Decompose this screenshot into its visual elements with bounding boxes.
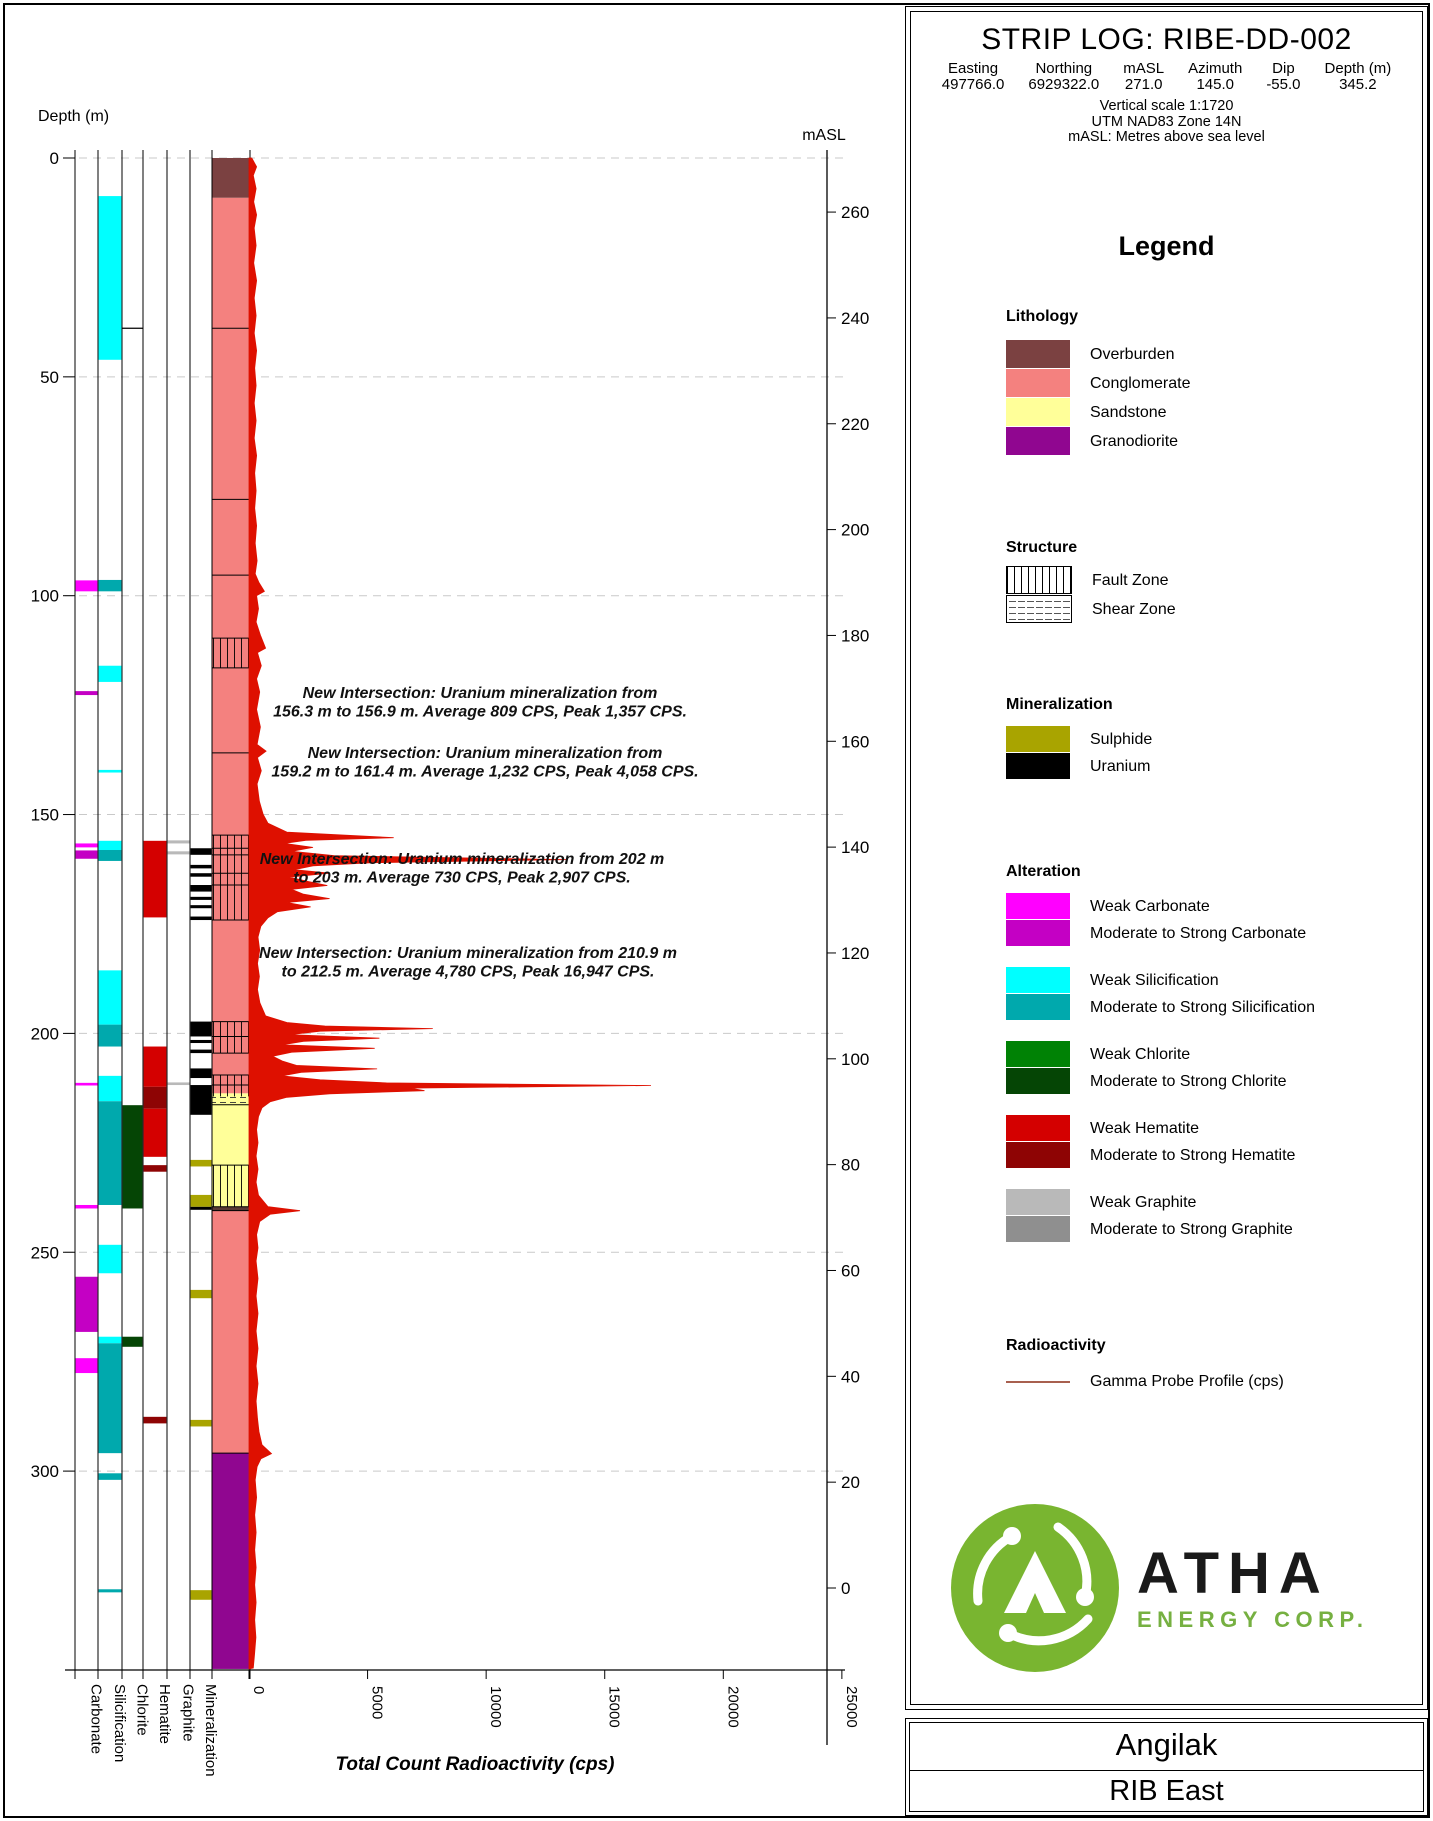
mineralization-interval (191, 897, 212, 900)
mineralization-interval (191, 865, 212, 869)
track-label-silicification: Silicification (111, 1684, 128, 1763)
gamma-line-swatch (1006, 1381, 1070, 1383)
uranium-swatch (1006, 753, 1070, 779)
meta-easting: Easting 497766.0 (941, 60, 1005, 93)
carbonate-interval (76, 1205, 98, 1209)
silicification-interval (99, 1337, 122, 1344)
svg-text:100: 100 (30, 586, 59, 606)
mineralization-interval (191, 1040, 212, 1043)
lithology-dark_band (212, 1207, 250, 1211)
silicification-interval (99, 580, 122, 591)
svg-text:20: 20 (841, 1473, 860, 1493)
svg-text:120: 120 (841, 943, 870, 963)
hole-metadata (906, 61, 1427, 93)
shear-zone (212, 1093, 250, 1104)
svg-text:150: 150 (30, 805, 59, 825)
silicification-interval (99, 1076, 122, 1101)
gamma-curve (249, 158, 651, 1669)
svg-text:50: 50 (40, 367, 59, 387)
legend-item-sulphide: Sulphide (1006, 726, 1152, 753)
carbonate-strong-swatch (1006, 920, 1070, 946)
silicification-interval (99, 1101, 122, 1205)
mineralization-interval (191, 1022, 212, 1037)
carbonate-interval (76, 691, 98, 695)
track-label-chlorite: Chlorite (133, 1684, 151, 1736)
mineralization-interval (191, 905, 212, 908)
hematite-interval (144, 1047, 167, 1087)
carbonate-weak-swatch (1006, 893, 1070, 919)
page-title: STRIP LOG: RIBE-DD-002 (981, 23, 1352, 56)
annotation-3: to 203 m. Average 730 CPS, Peak 2,907 CPS. (293, 869, 631, 887)
legend-lithology-section: Lithology Overburden Conglomerate Sandstone Granodiorite (1006, 308, 1191, 456)
note-masl-def: mASL: Metres above sea level (1068, 129, 1265, 145)
granodiorite-swatch (1006, 427, 1070, 455)
track-label-carbonate: Carbonate (87, 1684, 105, 1755)
masl-axis-title: mASL (802, 127, 846, 144)
silicification-interval (99, 1025, 122, 1047)
annotation-2: New Intersection: Uranium mineralization from (307, 745, 663, 762)
hematite-interval (144, 841, 167, 918)
carbonate-interval (76, 843, 98, 847)
svg-text:40: 40 (841, 1367, 860, 1387)
fault-zone (212, 1165, 250, 1207)
svg-text:250: 250 (30, 1243, 59, 1263)
meta-dip: Dip -55.0 (1266, 60, 1301, 93)
silicification-interval (99, 1343, 122, 1453)
legend-item-overburden: Overburden (1006, 340, 1191, 369)
annotation-1: 156.3 m to 156.9 m. Average 809 CPS, Peak 1,357 CPS. (273, 703, 687, 721)
axes (31, 108, 870, 1777)
meta-depth: Depth (m) 345.2 (1324, 60, 1392, 93)
svg-text:260: 260 (841, 203, 870, 223)
fault-zone (212, 1022, 250, 1054)
svg-text:10000: 10000 (487, 1686, 505, 1728)
legend-pair-silicification: Weak Silicification Moderate to Strong Silicification (1006, 967, 1315, 1021)
chlorite-interval (123, 1337, 143, 1347)
annotation-4: New Intersection: Uranium mineralization from 210.9 m (259, 945, 677, 962)
legend-item-fault-zone: Fault Zone (1006, 566, 1176, 595)
fault-zone-swatch (1006, 566, 1072, 594)
legend-pair-graphite: Weak Graphite Moderate to Strong Graphite (1006, 1189, 1315, 1243)
graphite-interval (168, 1082, 190, 1085)
atha-logo-icon (948, 1501, 1123, 1676)
logo-name: ATHA (1137, 1540, 1330, 1606)
hematite-strong-swatch (1006, 1142, 1070, 1168)
gamma-axis-title: Total Count Radioactivity (cps) (335, 1754, 615, 1775)
depth-axis-title: Depth (m) (38, 108, 110, 125)
legend-alteration-section: Alteration Weak Carbonate Moderate to Strong Carbonate Weak Silicification Moderate to Strong Silicification Weak Chlorite Moderate to Strong Chlorite Weak Hematite Moderate to Strong Hematite Weak Graphite Moderate to Strong Graphite (1006, 863, 1315, 1263)
intersection-annotations (259, 685, 699, 981)
track-label-hematite: Hematite (156, 1684, 173, 1745)
svg-text:5000: 5000 (368, 1686, 386, 1720)
mineralization-interval (191, 917, 212, 921)
silicification-interval (99, 1473, 122, 1480)
silicification-interval (99, 850, 122, 861)
svg-text:60: 60 (841, 1261, 860, 1281)
track-label-mineralization: Mineralization (202, 1684, 219, 1777)
legend-pair-hematite: Weak Hematite Moderate to Strong Hematite (1006, 1115, 1315, 1169)
svg-text:200: 200 (841, 520, 870, 540)
hematite-interval (144, 1165, 167, 1172)
svg-text:160: 160 (841, 732, 870, 752)
mineralization-interval (191, 1590, 212, 1600)
mineralization-interval (191, 1160, 212, 1167)
annotation-3: New Intersection: Uranium mineralization from 202 m (259, 851, 665, 868)
gamma-probe-profile (249, 158, 651, 1669)
lithology-granodiorite (212, 1453, 250, 1669)
lithology-overburden (212, 158, 250, 198)
svg-text:180: 180 (841, 626, 870, 646)
mineralization-interval (191, 1207, 212, 1210)
legend-mineralization-section: Mineralization Sulphide Uranium (1006, 696, 1152, 780)
logo-subtitle: ENERGY CORP. (1137, 1606, 1369, 1632)
svg-text:200: 200 (30, 1024, 59, 1044)
carbonate-interval (76, 1277, 98, 1332)
legend-item-sandstone: Sandstone (1006, 398, 1191, 427)
mineralization-interval (191, 1195, 212, 1207)
area-name: RIB East (1109, 1775, 1224, 1807)
svg-text:0: 0 (49, 149, 59, 168)
sulphide-swatch (1006, 726, 1070, 752)
note-vertical-scale: Vertical scale 1:1720 (1099, 98, 1234, 114)
shear-zone-swatch (1006, 595, 1072, 623)
chlorite-strong-swatch (1006, 1068, 1070, 1094)
fault-zone (212, 638, 250, 668)
legend-item-uranium: Uranium (1006, 753, 1152, 780)
silicification-weak-swatch (1006, 967, 1070, 993)
hematite-interval (144, 1109, 167, 1157)
silicification-interval (99, 841, 122, 850)
carbonate-interval (76, 850, 98, 858)
graphite-strong-swatch (1006, 1216, 1070, 1242)
svg-text:220: 220 (841, 414, 870, 434)
header-legend-panel (905, 6, 1428, 1710)
svg-text:20000: 20000 (724, 1686, 742, 1728)
annotation-2: 159.2 m to 161.4 m. Average 1,232 CPS, Peak 4,058 CPS. (271, 763, 699, 781)
company-logo (948, 1501, 1368, 1676)
hematite-interval (144, 1087, 167, 1109)
graphite-interval (168, 840, 190, 843)
sandstone-swatch (1006, 398, 1070, 426)
silicification-interval (99, 196, 122, 360)
legend-structure-section: Structure Fault Zone Shear Zone (1006, 539, 1176, 624)
note-utm-zone: UTM NAD83 Zone 14N (1091, 113, 1242, 130)
svg-text:25000: 25000 (842, 1686, 860, 1728)
svg-text:0: 0 (250, 1686, 267, 1695)
title-block-divider (909, 1770, 1424, 1771)
track-label-graphite: Graphite (179, 1684, 197, 1742)
carbonate-interval (76, 1358, 98, 1373)
graphite-interval (168, 851, 190, 854)
silicification-interval (99, 1245, 122, 1273)
title-block (905, 1718, 1428, 1816)
svg-text:100: 100 (841, 1049, 870, 1069)
project-name: Angilak (1115, 1727, 1218, 1762)
mineralization-interval (191, 1068, 212, 1078)
svg-text:80: 80 (841, 1155, 860, 1175)
mineralization-interval (191, 848, 212, 855)
panel-inner-border (910, 11, 1423, 1705)
chlorite-interval (123, 1105, 143, 1208)
meta-azimuth: Azimuth 145.0 (1188, 60, 1243, 93)
lithology-conglomerate (212, 1211, 250, 1453)
mineralization-interval (191, 885, 212, 892)
hematite-weak-swatch (1006, 1115, 1070, 1141)
svg-text:15000: 15000 (605, 1686, 623, 1728)
mineralization-interval (191, 1420, 212, 1427)
scale-notes (906, 99, 1427, 146)
legend-item-gamma-profile: Gamma Probe Profile (cps) (1006, 1373, 1284, 1391)
silicification-interval (99, 770, 122, 773)
legend-radioactivity-section: Radioactivity Gamma Probe Profile (cps) (1006, 1337, 1284, 1390)
legend-title: Legend (1118, 231, 1215, 261)
depth-gridlines (65, 158, 845, 1471)
silicification-strong-swatch (1006, 994, 1070, 1020)
meta-northing: Northing 6929322.0 (1028, 60, 1100, 93)
hematite-interval (144, 1417, 167, 1424)
legend-pair-carbonate: Weak Carbonate Moderate to Strong Carbonate (1006, 893, 1315, 947)
carbonate-interval (76, 580, 98, 591)
overburden-swatch (1006, 340, 1070, 368)
svg-text:0: 0 (841, 1579, 851, 1598)
annotation-1: New Intersection: Uranium mineralization from (302, 685, 658, 702)
fault-zone (212, 1075, 250, 1096)
mineralization-interval (191, 873, 212, 877)
meta-masl: mASL 271.0 (1123, 60, 1165, 93)
silicification-interval (99, 970, 122, 1024)
mineralization-interval (191, 1290, 212, 1298)
legend-pair-chlorite: Weak Chlorite Moderate to Strong Chlorite (1006, 1041, 1315, 1095)
carbonate-interval (76, 1083, 98, 1086)
svg-text:300: 300 (30, 1462, 59, 1482)
legend-item-conglomerate: Conglomerate (1006, 369, 1191, 398)
legend-item-granodiorite: Granodiorite (1006, 427, 1191, 456)
annotation-4: to 212.5 m. Average 4,780 CPS, Peak 16,947 CPS. (281, 963, 655, 981)
svg-text:140: 140 (841, 838, 870, 858)
silicification-interval (99, 1589, 122, 1592)
mineralization-interval (191, 1050, 212, 1054)
silicification-interval (99, 666, 122, 682)
chlorite-weak-swatch (1006, 1041, 1070, 1067)
svg-text:240: 240 (841, 308, 870, 328)
conglomerate-swatch (1006, 369, 1070, 397)
mineralization-interval (191, 1085, 212, 1115)
legend-item-shear-zone: Shear Zone (1006, 595, 1176, 624)
graphite-weak-swatch (1006, 1189, 1070, 1215)
